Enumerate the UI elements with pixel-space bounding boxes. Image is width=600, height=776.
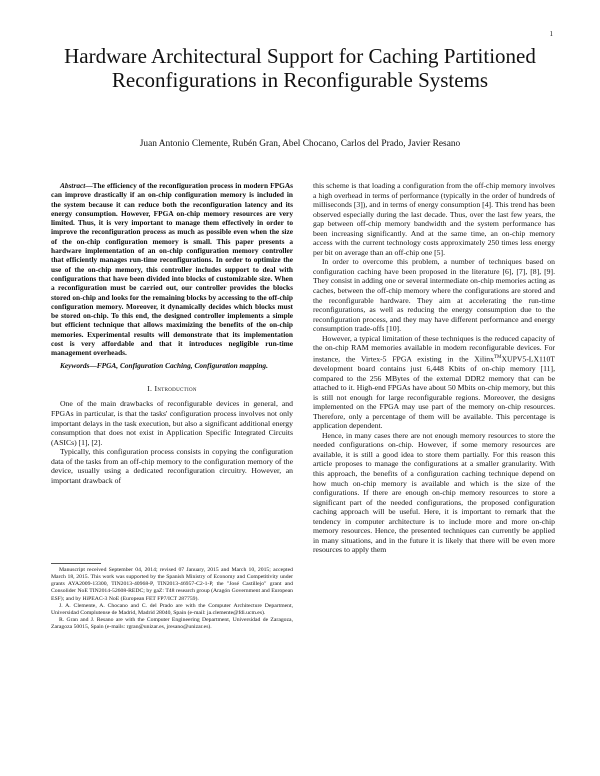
- keywords-text: —FPGA, Configuration Caching, Configuration mapping.: [89, 360, 268, 370]
- abstract-label: Abstract: [60, 181, 86, 190]
- body-paragraph-1: this scheme is that loading a configuration from the off-chip memory involves a high overhead in terms of performance (typically in the order of hundreds of milliseconds [3]), and in terms of energy consumption [4]. This trend has been observed especially during the last decade. Thus, over the last few years, the gap between off-chip memory bandwidth and the system performance has been increasing significantly. And at the same time, an on-chip memory access with the current technology costs approximately 250 times less energy per bit on average than an off-chip one [5].: [313, 181, 555, 257]
- keywords-label: Keywords: [60, 360, 90, 370]
- paper-title: Hardware Architectural Support for Caching Partitioned Reconfigurations in Reconfigurable Systems: [64, 44, 536, 92]
- author-list: Juan Antonio Clemente, Rubén Gran, Abel Chocano, Carlos del Prado, Javier Resano: [139, 139, 461, 149]
- section-heading: [51, 384, 293, 394]
- footnote-affiliation-1: J. A. Clemente, A. Chocano and C. del Prado are with the Computer Architecture Department, Universidad Complutense de Madrid, Madrid 28040, Spain (e-mail: ja.clemente@fdi.ucm.es).: [51, 602, 293, 616]
- trademark-mark: TM: [493, 354, 502, 360]
- footnotes: [51, 563, 293, 631]
- body-paragraph-3-start: However, a typical limitation of these techniques is the reduced capacity of the on-chip RAM memories available in modern reconfigurable devices. For instance, the Virtex-5 FPGA existing in the Xilinx: [313, 333, 555, 364]
- page-number: 1: [549, 30, 553, 38]
- right-column: [313, 181, 555, 555]
- section-title: Introduction: [154, 383, 197, 393]
- left-column: [51, 181, 293, 485]
- abstract-paragraph: [51, 181, 293, 358]
- intro-paragraph-1: One of the main drawbacks of reconfigurable devices in general, and FPGAs in particular, is that the tasks' configuration process involves not only important delays in the task execution, but also a significant additional energy consumption that does not exist in Application Specific Integrated Circuits (ASICs) [1], [2].: [51, 399, 293, 447]
- section-number: I.: [147, 383, 153, 393]
- footnote-affiliation-2: R. Gran and J. Resano are with the Computer Engineering Department, Universidad de Zaragoza, Zaragoza 50015, Spain (e-mails: rgran@unizar.es, jresano@unizar.es).: [51, 617, 293, 631]
- body-paragraph-3-end: XUPV5-LX110T development board contains just 6,448 Kbits of on-chip memory [11], compared to the 256 MBytes of the external DDR2 memory that can be attached to it. High-end FPGAs have about 50 Mbits on-chip memory, but this is still not enough for large reconfigurable regions. Moreover, the designs implemented on the FPGA may use part of the memory on-chip resources. Therefore, only a percentage of them will be available. This percentage is application dependent.: [313, 354, 555, 431]
- keywords-paragraph: [51, 361, 293, 370]
- intro-paragraph-2: Typically, this configuration process consists in copying the configuration data of the tasks from an off-chip memory to the configuration memory of the device, usually using a dedicated reconfiguration circuitry. However, an important drawback of: [51, 447, 293, 485]
- abstract: [51, 181, 293, 370]
- body-paragraph-4: Hence, in many cases there are not enough memory resources to store the needed configurations on-chip. However, if some memory resources are available, it is still a good idea to store them partially. For this reason this article proposes to manage the configurations at a smaller granularity. With this approach, the benefits of a configuration caching technique depend on how much on-chip memory is available and which is the size of the configurations. If there are enough on-chip memory resources to store a significant part of the needed configurations, the proposed configuration caching approach will be useful. Here, it is important to remark that the tendency in computer architecture is to include more and more on-chip memory resources. Hence, the presented techniques can currently be applied in many situations, and in the future it is likely that there will be even more resources to apply them: [313, 430, 555, 555]
- abstract-text: —The efficiency of the reconfiguration process in modern FPGAs can improve drastically if an on-chip configuration memory is included in the system because it can reduce both the reconfiguration latency and its energy consumption. However, FPGA on-chip memory resources are very limited. Thus, it is very important to manage them effectively in order to improve the reconfiguration process as much as possible even when the size of the on-chip configuration memory is small. This paper presents a hardware implementation of an on-chip configuration memory controller that efficiently manages run-time reconfigurations. In order to optimize the use of the on-chip memory, this controller includes support to deal with configurations that have been divided into blocks of customizable size. When a reconfiguration must be carried out, our controller provides the blocks stored on-chip and looks for the remaining blocks by accessing to the off-chip configuration memory. Moreover, it dynamically decides which blocks must be stored on-chip. To this end, the designed controller implements a simple but efficient technique that allows maximizing the benefits of the on-chip memories. Experimental results will demonstrate that its implementation cost is very affordable and that it introduces negligible run-time management overheads.: [51, 181, 293, 358]
- footnote-rule: [51, 563, 101, 564]
- footnote-manuscript: Manuscript received September 04, 2014; revised 07 January, 2015 and March 10, 2015; accepted March 18, 2015. This work was supported by the Spanish Ministry of Economy and Competitivity under grants AYA2009-13300, TIN2013-40968-P, TIN2013-46957-C2-1-P, the "José Castillejo" grant and Consolider NoE TIN2014-52608-REDC; by gaZ: T48 research group (Aragón Government and European ESF); and by HiPEAC-3 NoE (European FET FP7/ICT 287759).: [51, 567, 293, 602]
- body-paragraph-3: [313, 334, 555, 431]
- body-paragraph-2: In order to overcome this problem, a number of techniques based on configuration caching have been proposed in the literature [6], [7], [8], [9]. They consist in adding one or several intermediate on-chip memories acting as caches, between the off-chip memory where the configurations are stored and the reconfigurable hardware. They aim at accelerating the run-time reconfigurations, as well as reducing the energy consumption due to the reconfiguration process, and they may have different performance and energy consumption trade-offs [10].: [313, 257, 555, 334]
